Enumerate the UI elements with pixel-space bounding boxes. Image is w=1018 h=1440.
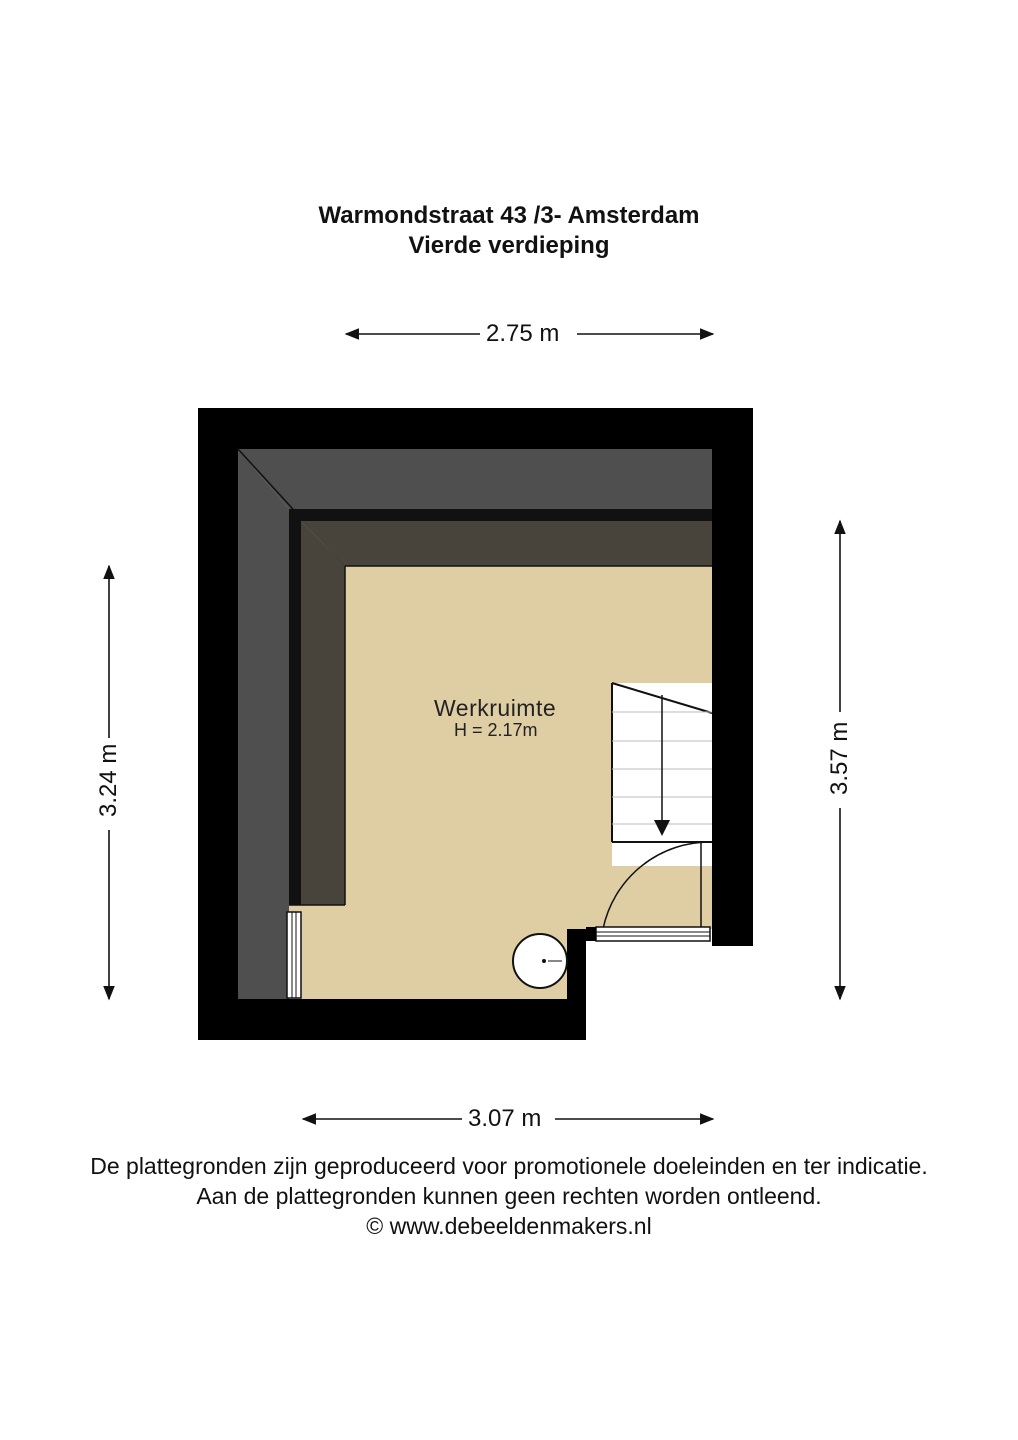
window-left: [287, 912, 301, 998]
dimension-top-label: 2.75 m: [486, 320, 560, 347]
roof-slope-left: [238, 449, 289, 999]
room-name: Werkruimte: [434, 695, 557, 721]
window-bottom: [586, 927, 710, 941]
roof-slope-top: [238, 449, 712, 509]
dimension-left-label: 3.24 m: [95, 743, 122, 817]
staircase: [612, 683, 712, 866]
plan-title: Warmondstraat 43 /3- Amsterdam: [318, 202, 700, 229]
copyright-line: © www.debeeldenmakers.nl: [366, 1213, 652, 1239]
room-height: H = 2.17m: [454, 720, 538, 740]
dimension-bottom-label: 3.07 m: [468, 1105, 542, 1132]
disclaimer-line-2: Aan de plattegronden kunnen geen rechten worden ontleend.: [196, 1183, 822, 1209]
washbasin: [513, 934, 567, 988]
floor-subtitle: Vierde verdieping: [408, 232, 610, 259]
disclaimer-line-1: De plattegronden zijn geproduceerd voor promotionele doeleinden en ter indicatie.: [90, 1153, 928, 1179]
dimension-right-label: 3.57 m: [826, 721, 853, 795]
